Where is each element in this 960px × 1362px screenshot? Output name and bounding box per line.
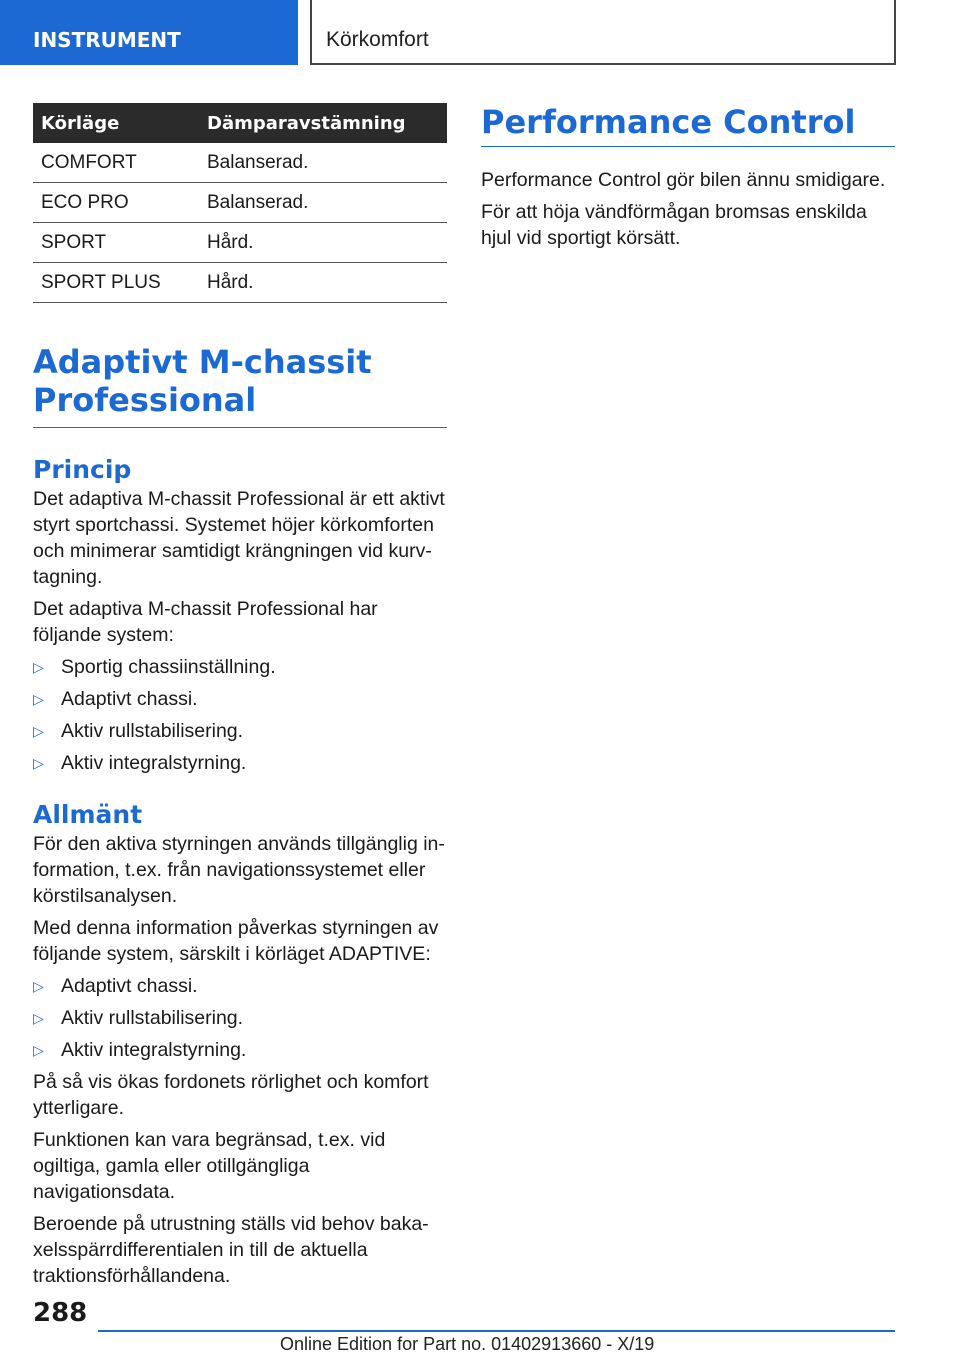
paragraph: På så vis ökas fordonets rörlighet och komfort ytterligare. xyxy=(33,1071,429,1119)
paragraph: För den aktiva styrningen används tillgänglig information, t.ex. från navigationssystemet eller körstilsanalysen. xyxy=(33,833,445,907)
table-cell: Balanserad. xyxy=(199,183,447,223)
triangle-right-outline-icon: ▷ xyxy=(33,724,44,740)
paragraph: För att höja vändförmågan bromsas enskilda hjul vid sportigt körsätt. xyxy=(481,201,867,249)
triangle-right-outline-icon: ▷ xyxy=(33,756,44,772)
heading-princip: Princip xyxy=(33,455,132,484)
section-title-line: Adaptivt M-chassit xyxy=(33,343,372,381)
paragraph: Det adaptiva M-chassit Professional har följande system: xyxy=(33,598,378,646)
table-row xyxy=(33,183,447,223)
paragraph: Med denna information påverkas styrningen av följande system, särskilt i körläget ADAPTIVE: xyxy=(33,917,439,965)
bullet-list xyxy=(33,973,447,1063)
table-header-cell: Dämparavstämning xyxy=(199,103,447,143)
paragraph: Beroende på utrustning ställs vid behov bakaxelsspärrdifferentialen in till de aktuella traktionsförhållandena. xyxy=(33,1213,429,1287)
paragraph: Det adaptiva M-chassit Professional är ett aktivt styrt sportchassi. Systemet höjer körkomforten och minimerar samtidigt krängningen vid kurvtagning. xyxy=(33,488,445,588)
table-cell: SPORT PLUS xyxy=(33,263,199,303)
list-item: ▷ Aktiv integralstyrning. xyxy=(33,1037,447,1063)
list-item: ▷ Adaptivt chassi. xyxy=(33,686,447,712)
list-item: ▷ Aktiv integralstyrning. xyxy=(33,750,447,776)
table-cell: SPORT xyxy=(33,223,199,263)
right-column xyxy=(481,103,895,251)
section-title-adaptive xyxy=(33,343,447,428)
section-tab: INSTRUMENT xyxy=(0,0,298,65)
table-row xyxy=(33,263,447,303)
triangle-right-outline-icon: ▷ xyxy=(33,692,44,708)
page-number: 288 xyxy=(33,1298,88,1328)
table-header-cell: Körläge xyxy=(33,103,199,143)
table-row xyxy=(33,143,447,183)
table-header-row xyxy=(33,103,447,143)
triangle-right-outline-icon: ▷ xyxy=(33,660,44,676)
table-cell: COMFORT xyxy=(33,143,199,183)
table-row xyxy=(33,223,447,263)
heading-allmant: Allmänt xyxy=(33,800,143,829)
chapter-title: Körkomfort xyxy=(310,0,896,65)
table-cell: Hård. xyxy=(199,223,447,263)
section-title-performance: Performance Control xyxy=(481,103,895,147)
damper-table xyxy=(33,103,447,303)
table-cell: Hård. xyxy=(199,263,447,303)
table-cell: ECO PRO xyxy=(33,183,199,223)
left-column xyxy=(33,103,447,1289)
list-item: ▷ Aktiv rullstabilisering. xyxy=(33,1005,447,1031)
list-item: ▷ Adaptivt chassi. xyxy=(33,973,447,999)
paragraph: Funktionen kan vara begränsad, t.ex. vid ogiltiga, gamla eller otillgängliga navigationsdata. xyxy=(33,1129,386,1203)
triangle-right-outline-icon: ▷ xyxy=(33,1011,44,1027)
triangle-right-outline-icon: ▷ xyxy=(33,1043,44,1059)
table-cell: Balanserad. xyxy=(199,143,447,183)
paragraph: Performance Control gör bilen ännu smidigare. xyxy=(481,169,886,191)
triangle-right-outline-icon: ▷ xyxy=(33,979,44,995)
bullet-list xyxy=(33,654,447,776)
list-item: ▷ Sportig chassiinställning. xyxy=(33,654,447,680)
footer-edition-text: Online Edition for Part no. 01402913660 - X/19 xyxy=(280,1334,655,1354)
list-item: ▷ Aktiv rullstabilisering. xyxy=(33,718,447,744)
footer-divider xyxy=(98,1330,895,1332)
section-title-line: Professional xyxy=(33,381,257,419)
